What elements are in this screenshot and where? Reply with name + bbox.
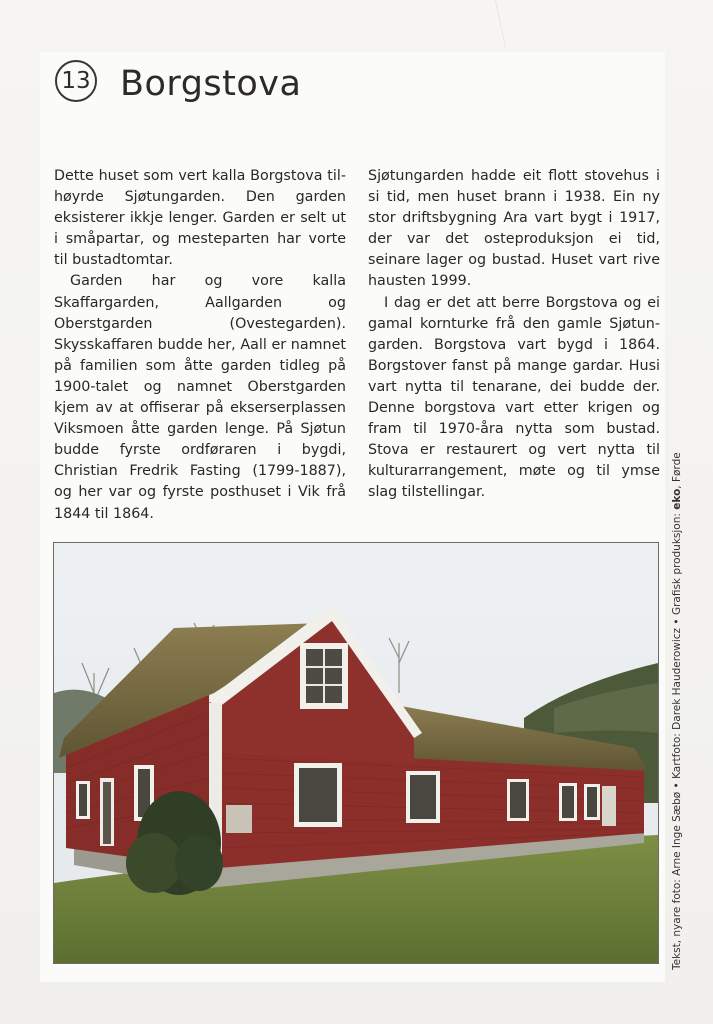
house-photo-illustration [54,543,658,963]
paragraph: Dette huset som vert kalla Borgstova tilhøyrde Sjøtungarden. Den garden eksisterer ikkje lenger. Garden er selt ut i småpartar, og mesteparten har vorte til bustadtomtar. [54,168,346,269]
paper-crease [495,0,546,48]
credit-text [671,452,683,970]
page-title: Borgstova [120,64,302,104]
paragraph: Sjøtungarden hadde eit flott stovehus i si tid, men huset brann i 1938. Ein ny stor driftsbygning Ara vart bygt i 1917, der var det osteproduksjon ei tid, seinare lager og bustad. Huset vart rive hausten 1999. [368,168,660,290]
credit-part1: Tekst, nyare foto: Arne Inge Sæbø • Kartfoto: Darek Hauderowicz • Grafisk produksjon: [671,509,683,970]
house-photo [53,542,659,964]
section-number: 13 [61,68,91,94]
paragraph: I dag er det att berre Borgstova og ei gamal kornturke frå den gamle Sjøtungarden. Borgstova vart bygd i 1864. Borgstover fanst på mange gardar. Husi vart nytta til tenarane, dei budde der. Denne borgstova vart etter krigen og fram til 1970-åra nytta som bustad. Stova er restaurert og vert nytta til kulturarrangement, møte og til ymse slag tilstellingar. [368,294,660,501]
section-number-badge [55,60,97,102]
credit-part2: , Førde [671,452,683,489]
text-column-left [54,166,346,525]
paragraph: Garden har og vore kalla Skaffargarden, Aallgarden og Oberstgarden (Ovestegarden). Skysskaffaren budde her, Aall er namnet på familien som åtte garden tidleg på 1900-talet og namnet Oberstgarden kjem av at offiserar på ekserserplassen Viksmoen åtte garden lenge. På Sjøtun budde fyrste ordføraren i bygdi, Christian Fredrik Fasting (1799-1887), og her var og fyrste posthuset i Vik frå 1844 til 1864. [54,273,346,522]
text-column-right [368,166,660,504]
photo-credit [668,452,688,970]
credit-brand: eko [671,488,683,510]
